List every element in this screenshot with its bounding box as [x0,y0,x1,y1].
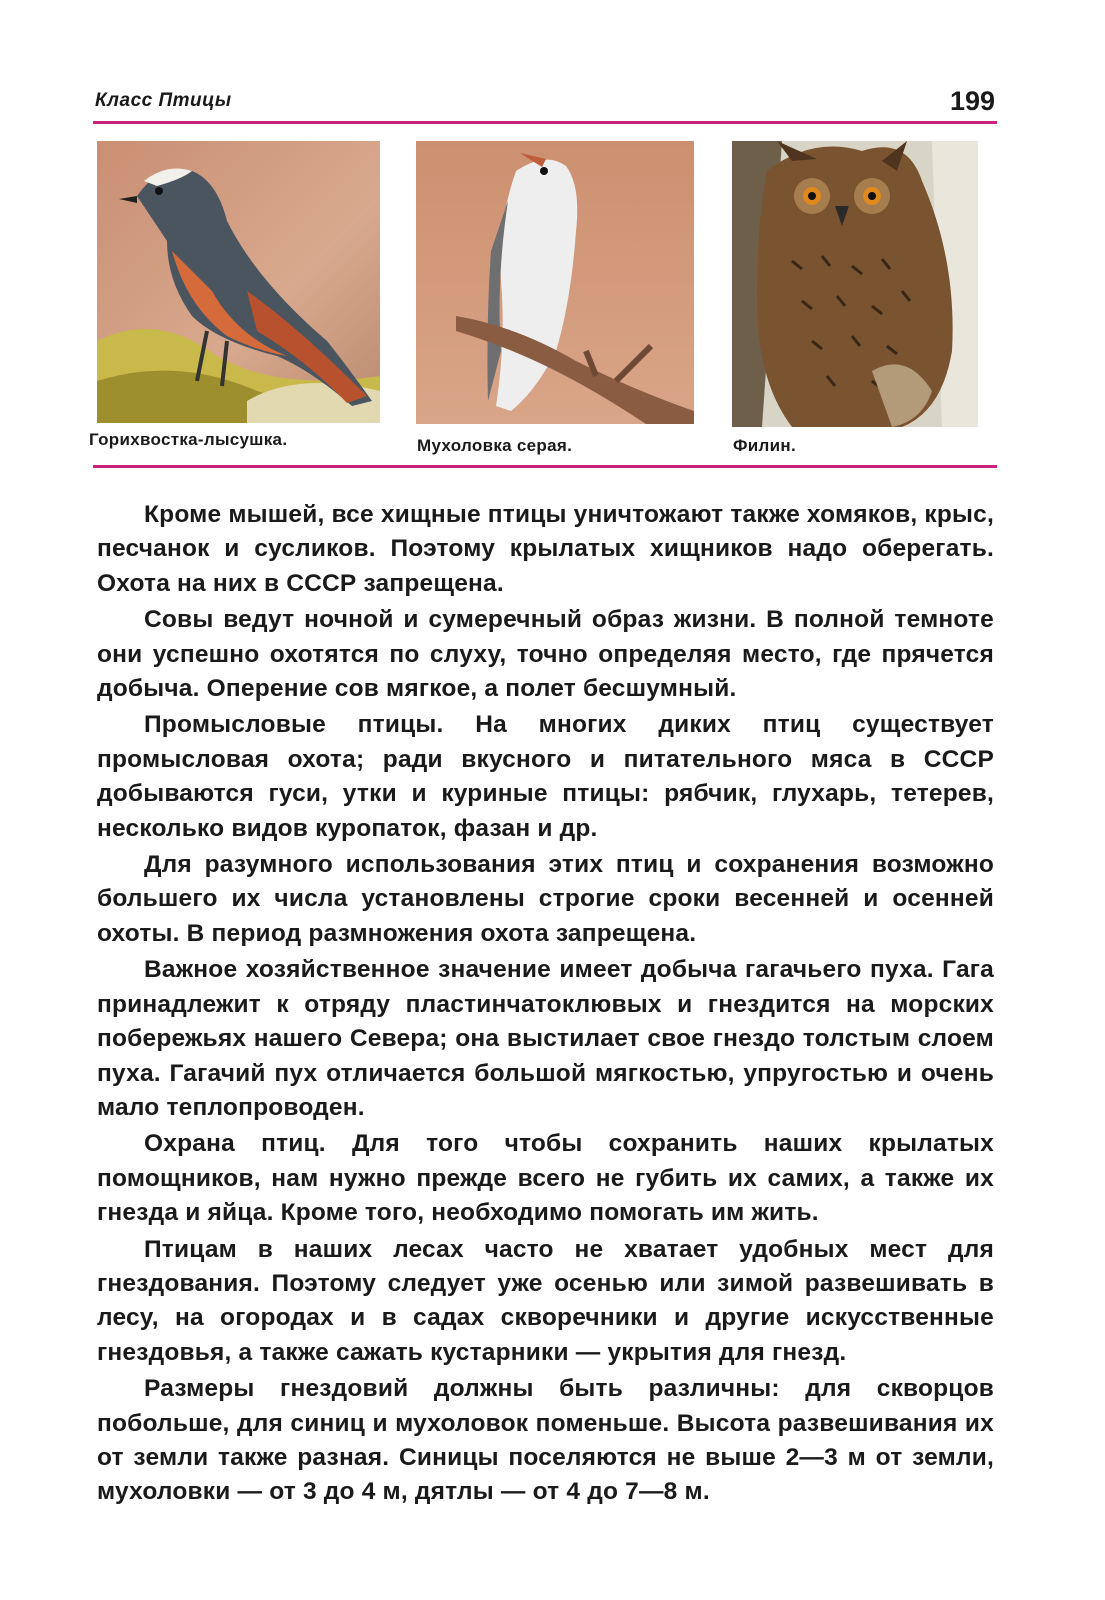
paragraph [97,953,994,1125]
paragraph [97,1127,994,1230]
paragraph-text: Размеры гнездовий должны быть различны: для скворцов побольше, для синиц и мухоловок поменьше. Высота развешивания их от земли также разная. Синицы поселяются не выше 2—3 м от земли, мухоловки — от 3 до 4 м, дятлы — от 4 до 7—8 м. [97,1375,994,1506]
redstart-photo [97,141,380,423]
caption-eagle-owl: Филин. [733,436,797,455]
eagle-owl-photo [732,141,978,427]
body-text [97,498,994,1510]
paragraph-text: На многих диких птиц существует промысловая охота; ради вкусного и питательного мяса в СССР добываются гуси, утки и куриные птицы: рябчик, глухарь, тетерев, несколько видов куропаток, фазан и др. [97,711,994,842]
paragraph-text: Совы ведут ночной и сумеречный образ жизни. В полной темноте они успешно охотятся по слуху, точно определяя место, где прячется добыча. Оперение сов мягкое, а полет бесшумный. [97,606,994,703]
running-head: Класс Птицы [95,90,232,111]
paragraph [97,498,994,601]
paragraph-text: Кроме мышей, все хищные птицы уничтожают также хомяков, крыс, песчанок и сусликов. Поэтому крылатых хищников надо оберегать. Охота на них в СССР запрещена. [97,501,994,597]
run-in-heading: Охрана птиц. [144,1130,326,1158]
paragraph-text: Для того чтобы сохранить наших крылатых помощников, нам нужно прежде всего не губить их самих, а также их гнезда и яйца. Кроме того, необходимо помогать им жить. [97,1130,994,1227]
page-number: 199 [949,86,995,116]
bottom-rule [93,465,997,468]
paragraph [97,603,994,706]
caption-redstart: Горихвостка-лысушка. [89,430,288,449]
caption-flycatcher: Мухоловка серая. [417,436,573,455]
flycatcher-photo [416,141,694,424]
paragraph [97,848,994,951]
run-in-heading: Промысловые птицы. [144,711,444,739]
paragraph [97,708,994,846]
paragraph-text: Для разумного использования этих птиц и сохранения возможно большего их числа установлены строгие сроки весенней и осенней охоты. В период размножения охота запрещена. [97,851,994,947]
paragraph [97,1372,994,1510]
paragraph [97,1233,994,1371]
paragraph-text: Птицам в наших лесах часто не хватает удобных мест для гнездования. Поэтому следует уже осенью или зимой развешивать в лесу, на огородах и в садах скворечники и другие искусственные гнездовья, а также сажать кустарники — укрытия для гнезд. [97,1235,994,1366]
top-rule [93,121,997,124]
page-header [95,86,995,120]
paragraph-text: Важное хозяйственное значение имеет добыча гагачьего пуха. Гага принадлежит к отряду пластинчатоклювых и гнездится на морских побережьях нашего Севера; она выстилает свое гнездо толстым слоем пуха. Гагачий пух отличается большой мягкостью, упругостью и очень мало теплопроводен. [97,956,994,1121]
